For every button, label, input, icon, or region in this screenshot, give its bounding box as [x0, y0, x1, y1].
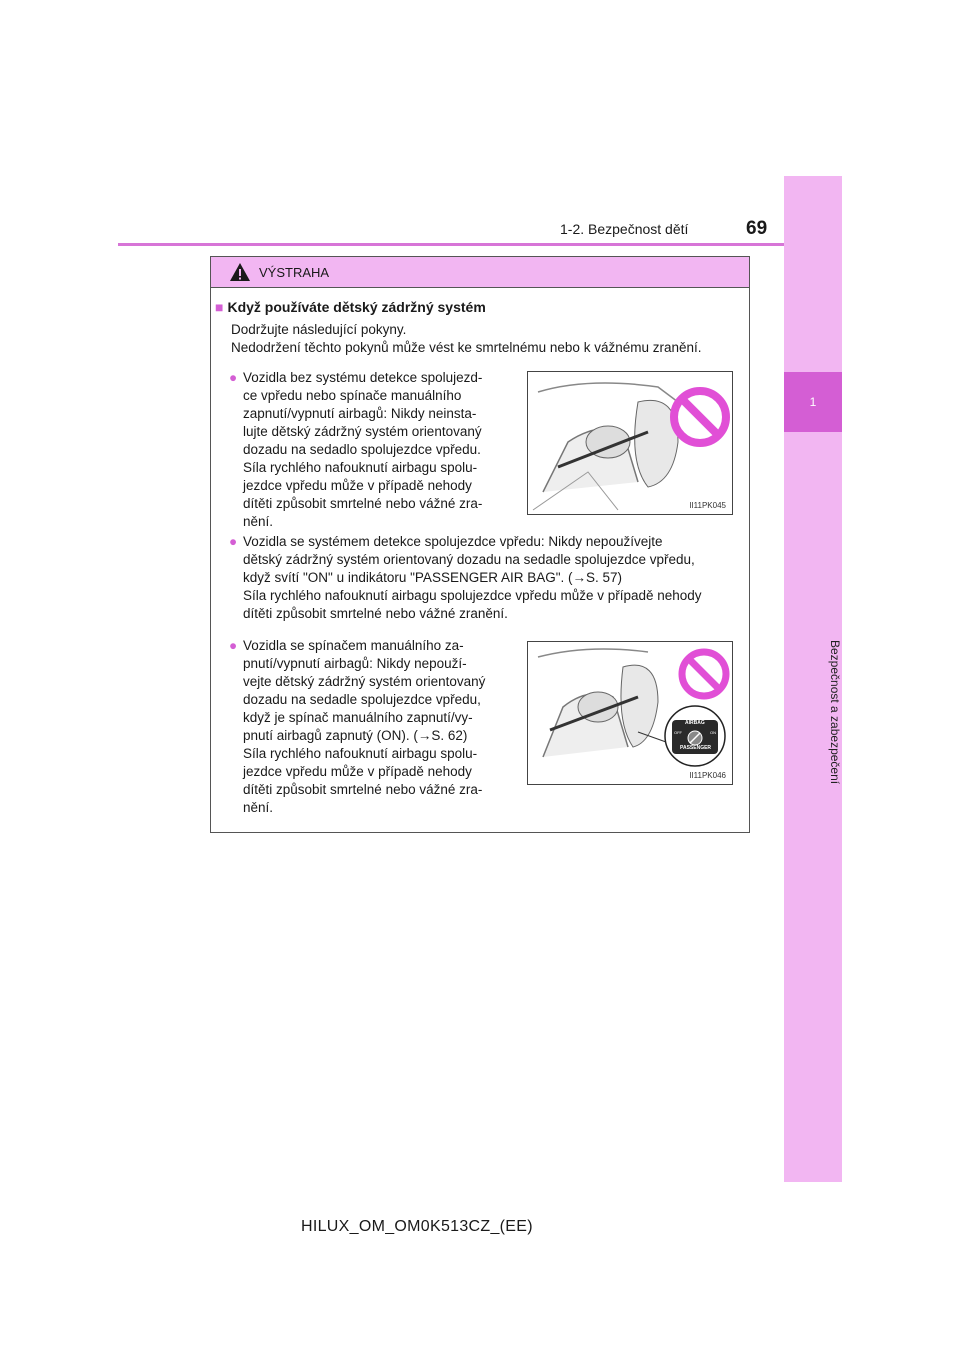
bullet-line: dětský zádržný systém orientovaný dozadu na sedadle spolujezdce vpředu, — [243, 552, 695, 567]
bullet-with-detection — [229, 533, 743, 623]
circle-bullet-icon: ● — [229, 370, 238, 385]
intro-text — [231, 321, 702, 357]
bullet-line: Síla rychlého nafouknutí airbagu spolu- — [243, 746, 478, 761]
switch-label-bottom: PASSENGER — [680, 745, 712, 751]
bullet-line: pnutí/vypnutí airbagů: Nikdy nepouží- — [243, 656, 467, 671]
side-chapter-tab — [784, 176, 842, 1182]
figure-code: II11PK046 — [689, 771, 726, 780]
bullet-line: když svítí "ON" u indikátoru "PASSENGER AIR BAG". (→S. 57) — [243, 570, 623, 585]
warning-heading-text: Když používáte dětský zádržný systém — [227, 299, 486, 315]
bullet-manual-switch — [229, 637, 517, 817]
bullet-line: vejte dětský zádržný systém orientovaný — [243, 674, 486, 689]
warning-title: VÝSTRAHA — [259, 264, 330, 280]
document-code: HILUX_OM_OM0K513CZ_(EE) — [301, 1218, 533, 1235]
bullet-line: dozadu na sedadle spolujezdce vpředu, — [243, 692, 481, 707]
bullet-line: Vozidla bez systému detekce spolujezd- — [243, 370, 483, 385]
bullet-line: Vozidla se spínačem manuálního za- — [243, 638, 464, 653]
bullet-line: jezdce vpředu může v případě nehody — [243, 478, 472, 493]
car-seat-switch-illustration — [528, 642, 732, 784]
bullet-line: dítěti způsobit smrtelné nebo vážné zra- — [243, 782, 483, 797]
bullet-line: jezdce vpředu může v případě nehody — [243, 764, 472, 779]
bullet-line: Síla rychlého nafouknutí airbagu spolu- — [243, 460, 478, 475]
chapter-title: Bezpečnost a zabezpečení — [828, 639, 842, 785]
bullet-line: když je spínač manuálního zapnutí/vy- — [243, 710, 473, 725]
bullet-line: dítěti způsobit smrtelné nebo vážné zranění. — [243, 606, 508, 621]
bullet-no-detection — [229, 369, 517, 531]
bullet-line: lujte dětský zádržný systém orientovaný — [243, 424, 482, 439]
bullet-line: zapnutí/vypnutí airbagů: Nikdy neinsta- — [243, 406, 477, 421]
bullet-line: nění. — [243, 800, 274, 815]
switch-label-on: ON — [710, 730, 716, 735]
switch-label-top: AIRBAG — [685, 720, 705, 726]
chapter-number: 1 — [784, 372, 842, 432]
bullet-line: Vozidla se systémem detekce spolujezdce vpředu: Nikdy nepoužívejte — [243, 534, 663, 549]
bullet-line: dozadu na sedadlo spolujezdce vpředu. — [243, 442, 481, 457]
page-number: 69 — [746, 218, 768, 239]
warning-box — [210, 256, 750, 833]
car-seat-illustration — [528, 372, 732, 514]
switch-label-off: OFF — [674, 730, 682, 735]
figure-rear-facing-seat — [527, 371, 733, 515]
bullet-line: pnutí airbagů zapnutý (ON). (→S. 62) — [243, 728, 468, 743]
bullet-line: dítěti způsobit smrtelné nebo vážné zra- — [243, 496, 483, 511]
bullet-line: nění. — [243, 514, 274, 529]
warning-heading — [215, 299, 486, 315]
intro-line: Dodržujte následující pokyny. — [231, 322, 407, 337]
header-divider — [118, 243, 784, 246]
square-bullet-icon: ■ — [215, 299, 224, 315]
warning-triangle-icon — [229, 262, 251, 282]
warning-header — [211, 257, 749, 288]
figure-airbag-switch — [527, 641, 733, 785]
figure-code: II11PK045 — [689, 501, 726, 510]
circle-bullet-icon: ● — [229, 638, 238, 653]
intro-line: Nedodržení těchto pokynů může vést ke smrtelnému nebo k vážnému zranění. — [231, 340, 702, 355]
bullet-line: Síla rychlého nafouknutí airbagu spolujezdce vpředu může v případě nehody — [243, 588, 702, 603]
bullet-line: ce vpředu nebo spínače manuálního — [243, 388, 462, 403]
circle-bullet-icon: ● — [229, 534, 238, 549]
section-title: 1-2. Bezpečnost dětí — [560, 221, 689, 237]
